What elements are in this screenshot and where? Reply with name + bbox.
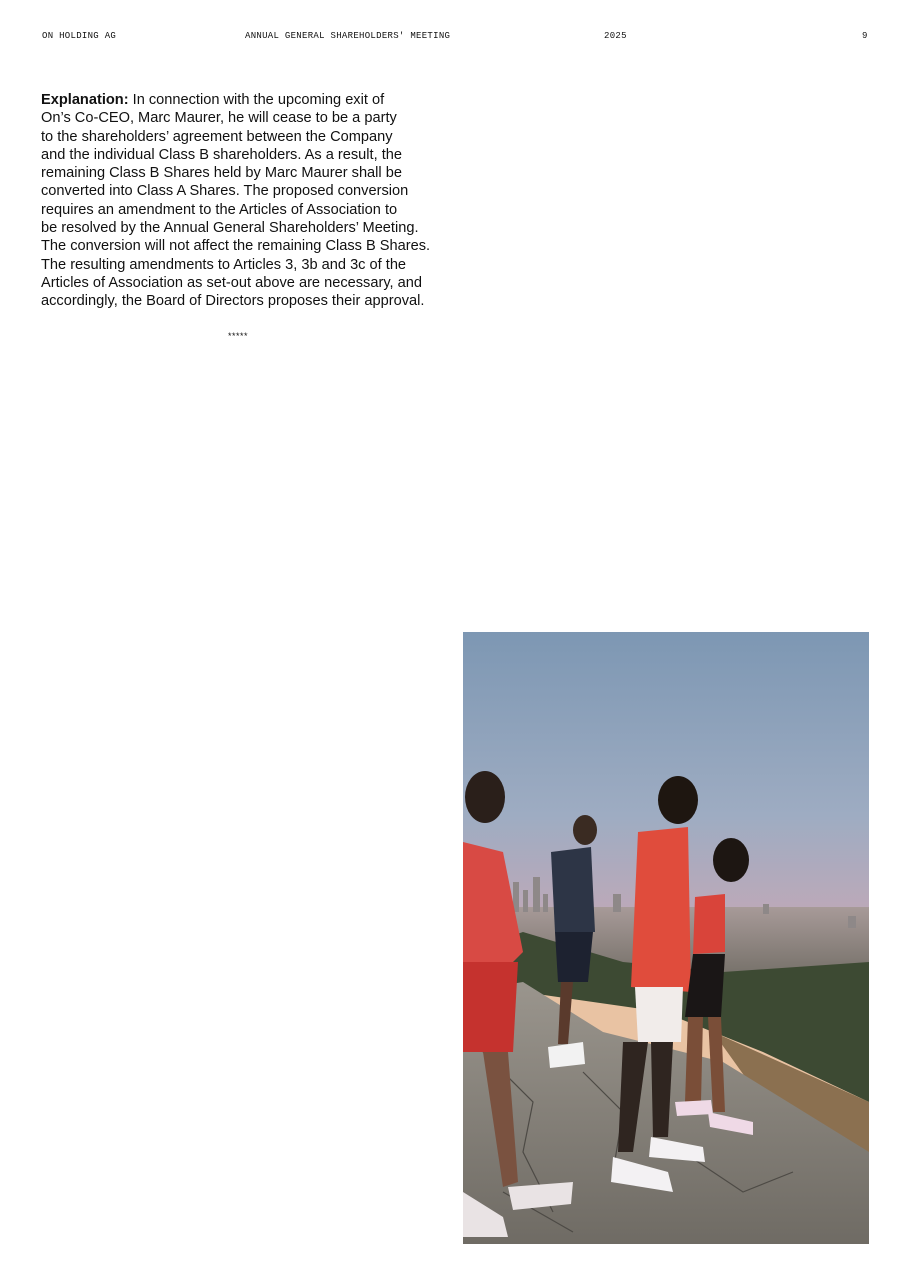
- explanation-line: requires an amendment to the Articles of Association to: [41, 201, 398, 218]
- document-title: ANNUAL GENERAL SHAREHOLDERS' MEETING: [245, 31, 451, 41]
- explanation-line: be resolved by the Annual General Shareholders’ Meeting.: [41, 220, 419, 237]
- explanation-line: [41, 91, 456, 109]
- runners-illustration: [463, 632, 869, 1244]
- runners-photo: [463, 632, 869, 1244]
- page-number: 9: [862, 31, 868, 41]
- document-year: 2025: [604, 31, 627, 41]
- explanation-label: Explanation:: [41, 92, 129, 108]
- explanation-paragraph: [41, 91, 456, 311]
- company-name: ON HOLDING AG: [42, 31, 117, 41]
- explanation-line: The resulting amendments to Articles 3, 3b and 3c of the: [41, 256, 407, 273]
- explanation-line: to the shareholders’ agreement between the Company: [41, 128, 393, 145]
- explanation-line: and the individual Class B shareholders. As a result, the: [41, 146, 402, 163]
- explanation-line: remaining Class B Shares held by Marc Maurer shall be: [41, 165, 402, 182]
- explanation-line: converted into Class A Shares. The proposed conversion: [41, 183, 409, 200]
- explanation-line: On’s Co-CEO, Marc Maurer, he will cease to be a party: [41, 110, 397, 127]
- explanation-line: accordingly, the Board of Directors proposes their approval.: [41, 293, 425, 310]
- explanation-line: The conversion will not affect the remaining Class B Shares.: [41, 238, 431, 255]
- section-separator: *****: [228, 331, 249, 341]
- explanation-line: Articles of Association as set-out above are necessary, and: [41, 274, 422, 291]
- explanation-text: In connection with the upcoming exit of: [132, 92, 385, 108]
